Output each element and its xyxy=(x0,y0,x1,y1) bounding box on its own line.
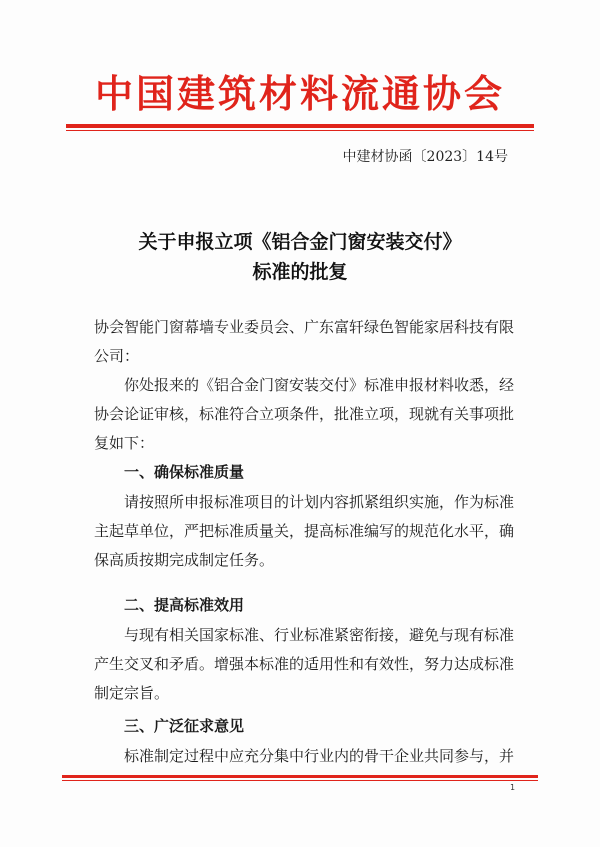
section3-heading: 三、广泛征求意见 xyxy=(124,717,245,735)
footer-rule-thin xyxy=(62,780,538,781)
letterhead-rule-thin xyxy=(66,130,534,131)
letterhead-rule-thick xyxy=(66,124,534,128)
footer-rule-thick xyxy=(62,775,538,778)
section2-heading: 二、提高标准效用 xyxy=(124,596,245,614)
section1-text: 请按照所申报标准项目的计划内容抓紧组织实施，作为标准主起草单位，严把标准质量关，提高标准编写的规范化水平，确保高质按期完成制定任务。 xyxy=(94,493,515,569)
addressee: 协会智能门窗幕墙专业委员会、广东富轩绿色智能家居科技有限公司： xyxy=(94,318,515,365)
intro-paragraph: 你处报来的《铝合金门窗安装交付》标准申报材料收悉，经协会论证审核，标准符合立项条件，批准立项，现就有关事项批复如下： xyxy=(94,376,515,452)
section2-text: 与现有相关国家标准、行业标准紧密衔接，避免与现有标准产生交叉和矛盾。增强本标准的适用性和有效性，努力达成标准制定宗旨。 xyxy=(94,626,515,702)
section1-heading: 一、确保标准质量 xyxy=(124,463,245,481)
section3-text: 标准制定过程中应充分集中行业内的骨干企业共同参与，并 xyxy=(124,747,514,765)
document-title-line2: 标准的批复 xyxy=(252,261,348,283)
document-title-line1: 关于申报立项《铝合金门窗安装交付》 xyxy=(138,231,462,253)
document-number: 中建材协函〔2023〕14号 xyxy=(342,149,508,165)
page-number: 1 xyxy=(510,783,516,792)
letterhead-org-name: 中国建筑材料流通协会 xyxy=(94,71,505,116)
